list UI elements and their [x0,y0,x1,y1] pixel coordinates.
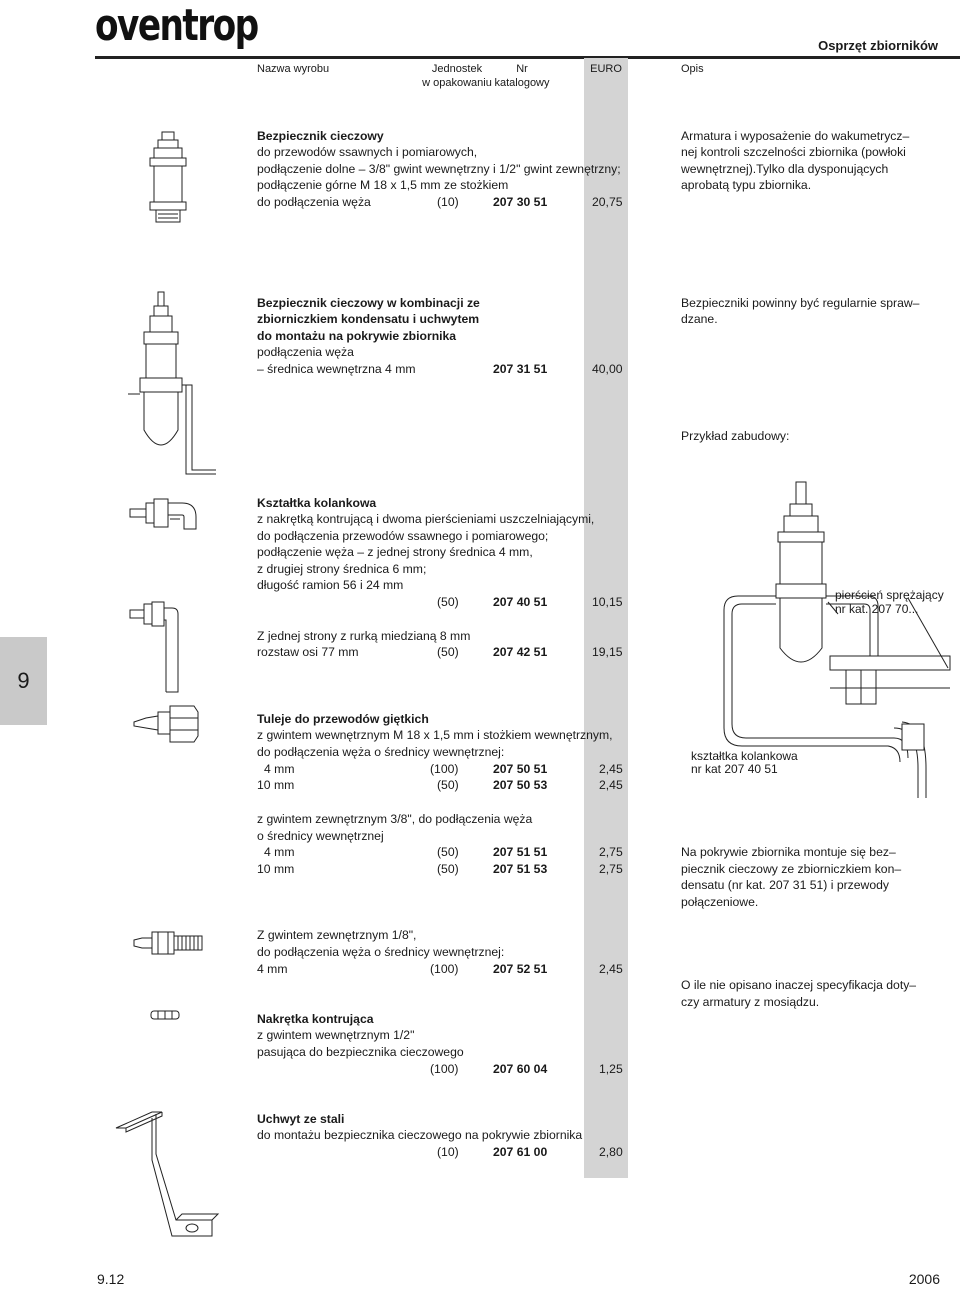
note1-line4: aprobatą typu zbiornika. [681,178,812,192]
item2-price: 40,00 [592,362,623,376]
price-column-shade [584,58,628,1178]
col-header-units-line1: Jednostek [431,63,483,75]
item1-desc1: do przewodów ssawnych i pomiarowych, [257,145,478,159]
item3-price: 10,15 [592,595,623,609]
item1-desc4: do podłączenia węża [257,195,371,209]
elbow-fitting-drawing [128,495,203,535]
item6-row1-nr: 207 51 51 [493,845,548,859]
item5-row1-qty: (100) [430,762,459,776]
item2-title2: zbiorniczkiem kondensatu i uchwytem [257,312,480,326]
item9-title: Uchwyt ze stali [257,1112,345,1126]
col-header-nr [490,62,554,90]
item6-row2-size: 10 mm [257,862,295,876]
item7-desc2: do podłączenia węża o średnicy wewnętrznej: [257,945,505,959]
note4-line4: połączeniowe. [681,895,759,909]
col-header-opis: Opis [681,63,704,75]
item1-price: 20,75 [592,195,623,209]
note3: Przykład zabudowy: [681,429,790,443]
liquid-seal-drawing [140,130,200,230]
note1-line1: Armatura i wyposażenie do wakumetrycz– [681,129,910,143]
lock-nut-drawing [150,1008,180,1022]
item9-nr: 207 61 00 [493,1145,548,1159]
item3-qty: (50) [437,595,459,609]
item8-qty: (100) [430,1062,459,1076]
note5-line2: czy armatury z mosiądzu. [681,995,820,1009]
item5-row1-nr: 207 50 51 [493,762,548,776]
note5-line1: O ile nie opisano inaczej specyfikacja doty– [681,978,917,992]
note4-line2: piecznik cieczowy ze zbiorniczkiem kon– [681,862,902,876]
col-header-units [412,62,502,90]
brand-logo: oventrop [95,0,258,51]
col-header-name: Nazwa wyrobu [257,63,330,75]
item7-price: 2,45 [599,962,623,976]
item1-nr: 207 30 51 [493,195,548,209]
col-header-nr-line2: katalogowy [494,77,550,89]
chapter-tab: 9 [0,637,47,725]
item2-title3: do montażu na pokrywie zbiornika [257,329,457,343]
steel-bracket-drawing [112,1110,222,1250]
item1-desc2: podłączenie dolne – 3/8" gwint wewnętrzny i 1/2" gwint zewnętrzny; [257,162,621,176]
item5-row1-price: 2,45 [599,762,623,776]
item6-row1-size: 4 mm [264,845,295,859]
item2-desc1: podłączenia węża [257,345,354,359]
item8-title: Nakrętka kontrująca [257,1012,374,1026]
liquid-seal-with-condensate-drawing [122,290,222,485]
note1-line3: wewnętrznej).Tylko dla dysponujących [681,162,889,176]
hose-sleeve-drawing [132,700,202,750]
item6-row1-qty: (50) [437,845,459,859]
item6-desc2: o średnicy wewnętrznej [257,829,384,843]
item9-qty: (10) [437,1145,459,1159]
item2-desc2: – średnica wewnętrzna 4 mm [257,362,416,376]
item5-row1-size: 4 mm [264,762,295,776]
item3-desc2: do podłączenia przewodów ssawnego i pomiarowego; [257,529,549,543]
item9-desc1: do montażu bezpiecznika cieczowego na pokrywie zbiornika [257,1128,583,1142]
item1-title: Bezpiecznik cieczowy [257,129,384,143]
item3-desc3: podłączenie węża – z jednej strony średnica 4 mm, [257,545,533,559]
item5-row2-size: 10 mm [257,778,295,792]
item4-price: 19,15 [592,645,623,659]
item6-row2-nr: 207 51 53 [493,862,548,876]
diagram-label-ring: pierścień sprężający [835,588,944,602]
header-rule [95,56,960,59]
threaded-sleeve-drawing [132,928,212,958]
item2-title1: Bezpiecznik cieczowy w kombinacji ze [257,296,480,310]
item4-nr: 207 42 51 [493,645,548,659]
item7-nr: 207 52 51 [493,962,548,976]
item3-desc5: długość ramion 56 i 24 mm [257,578,404,592]
item7-desc1: Z gwintem zewnętrznym 1/8", [257,928,417,942]
item3-desc4: z drugiej strony średnica 6 mm; [257,562,427,576]
item8-desc1: z gwintem wewnętrznym 1/2" [257,1028,415,1042]
item1-desc3: podłączenie górne M 18 x 1,5 mm ze stożkiem [257,178,509,192]
item4-qty: (50) [437,645,459,659]
item2-nr: 207 31 51 [493,362,548,376]
col-header-units-line2: w opakowaniu [422,77,492,89]
installation-example-drawing [718,478,960,808]
item3-nr: 207 40 51 [493,595,548,609]
item6-row2-qty: (50) [437,862,459,876]
item5-desc1: z gwintem wewnętrznym M 18 x 1,5 mm i stożkiem wewnętrznym, [257,728,613,742]
section-title: Osprzęt zbiorników [818,38,938,53]
item5-row2-qty: (50) [437,778,459,792]
col-header-euro: EURO [590,63,622,75]
diagram-label-ring-nr: nr kat. 207 70... [835,602,919,616]
item5-title: Tuleje do przewodów giętkich [257,712,429,726]
item4-desc1: Z jednej strony z rurką miedzianą 8 mm [257,629,471,643]
diagram-label-elbow-nr: nr kat 207 40 51 [691,762,778,776]
item5-row2-nr: 207 50 53 [493,778,548,792]
footer-year: 2006 [908,1271,940,1287]
item5-row2-price: 2,45 [599,778,623,792]
item6-desc1: z gwintem zewnętrznym 3/8", do podłączenia węża [257,812,533,826]
page-number: 9.12 [97,1271,125,1287]
item8-desc2: pasująca do bezpiecznika cieczowego [257,1045,464,1059]
item3-desc1: z nakrętką kontrującą i dwoma pierścieniami uszczelniającymi, [257,512,595,526]
item8-nr: 207 60 04 [493,1062,548,1076]
item8-price: 1,25 [599,1062,623,1076]
item1-qty: (10) [437,195,459,209]
diagram-label-elbow: kształtka kolankowa [691,749,798,763]
note2-line2: dzane. [681,312,718,326]
item7-qty: (100) [430,962,459,976]
note1-line2: nej kontroli szczelności zbiornika (powłoki [681,145,906,159]
note2-line1: Bezpieczniki powinny być regularnie spraw– [681,296,920,310]
item6-row1-price: 2,75 [599,845,623,859]
item6-row2-price: 2,75 [599,862,623,876]
item4-desc2: rozstaw osi 77 mm [257,645,359,659]
elbow-fitting-copper-tube-drawing [128,600,188,700]
col-header-nr-line1: Nr [516,63,528,75]
item3-title: Kształtka kolankowa [257,496,377,510]
note4-line3: densatu (nr kat. 207 31 51) i przewody [681,878,889,892]
item7-size: 4 mm [257,962,288,976]
item9-price: 2,80 [599,1145,623,1159]
note4-line1: Na pokrywie zbiornika montuje się bez– [681,845,896,859]
item5-desc2: do podłączenia węża o średnicy wewnętrznej: [257,745,505,759]
